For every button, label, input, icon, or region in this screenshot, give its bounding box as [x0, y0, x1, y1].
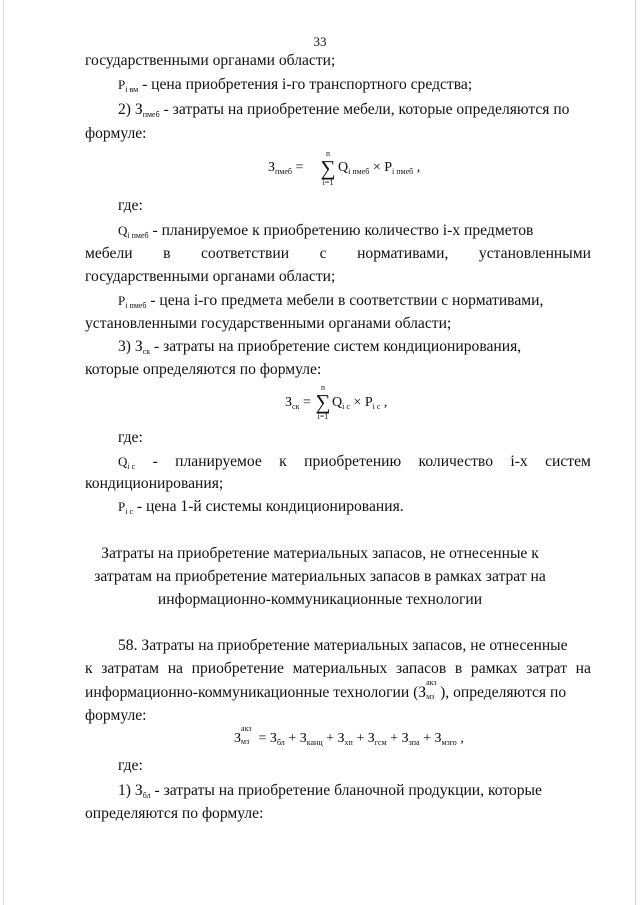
word: в: [163, 245, 171, 262]
formula-air-conditioning: $З_{ск}$ = n ∑ i=1 $Q_{i с} \times P_{i с}$ ,: [285, 383, 388, 421]
word: планируемое: [175, 453, 262, 470]
line-prefix: 3) З: [118, 338, 143, 355]
subscript: i с: [125, 507, 134, 516]
subscript: i пмеб: [125, 301, 147, 310]
justified-line: [85, 659, 591, 679]
formula-q-sub: i пмеб: [348, 167, 370, 176]
text-line: [118, 221, 533, 241]
word: на: [167, 660, 183, 677]
justified-line: [118, 452, 591, 472]
formula-term-sub: гсм: [374, 738, 387, 747]
subscript: i пмеб: [127, 231, 149, 240]
word: затрат: [526, 660, 568, 677]
line-text: информационно-коммуникационные технологии (З: [85, 684, 427, 701]
word: запасов: [395, 660, 447, 677]
line-text: - цена приобретения i-го транспортного средства;: [138, 76, 473, 93]
line-text: - цена 1-й системы кондиционирования.: [133, 498, 404, 515]
line-text: - затраты на приобретение бланочной продукции, которые: [150, 782, 542, 799]
formula-term-sub: мзго: [441, 738, 457, 747]
text-line: государственными органами области;: [85, 52, 336, 69]
section-heading-line: Затраты на приобретение материальных запасов, не отнесенные к: [101, 545, 539, 562]
line-text: - планируемое к приобретению количество i-х предметов: [148, 222, 534, 239]
word: на: [575, 660, 591, 677]
section-heading-line: информационно-коммуникационные технологии: [157, 591, 483, 608]
word: с: [319, 245, 327, 262]
symbol: Q: [118, 223, 128, 238]
symbol: P: [118, 77, 126, 92]
text-line: кондиционирования;: [85, 475, 224, 492]
superscript: акз: [426, 678, 437, 687]
text-line: [118, 75, 472, 95]
line-text: - цена i-го предмета мебели в соответствии с нормативами,: [146, 292, 544, 309]
word: приобретение: [191, 660, 284, 677]
formula-material-stocks: З акз мз = $З_{бл} + З_{канц} + З_{хп} + З_{гсм} + З_{зпа} + З_{мзго}$ ,: [234, 724, 464, 747]
formula-q: Q: [338, 160, 349, 175]
text-line: [118, 100, 569, 120]
text-line: формуле:: [85, 125, 147, 142]
text-line: установленными государственными органами области;: [85, 315, 452, 332]
line-prefix: 2) З: [118, 101, 143, 118]
formula-term: З: [434, 731, 442, 746]
text-line: где:: [118, 197, 143, 214]
line-text: ), определяются по: [440, 684, 567, 701]
formula-lhs: З: [268, 160, 276, 175]
symbol: P: [118, 499, 126, 514]
word: материальных: [292, 660, 388, 677]
subscript: i с: [127, 462, 136, 471]
sum-upper-limit: n: [326, 149, 330, 158]
text-line: где:: [118, 757, 143, 774]
formula-p: P: [364, 395, 373, 410]
formula-term: З: [367, 731, 375, 746]
formula-lhs: З: [234, 731, 242, 746]
text-line: определяются по формуле:: [85, 805, 264, 822]
word: рамках: [470, 660, 518, 677]
page-edge-left: [3, 0, 4, 905]
formula-term: З: [401, 731, 409, 746]
sum-lower-limit: i=1: [322, 178, 334, 187]
formula-furniture: $З_{пмеб}$ = n ∑ i=1 $Q_{i пмеб} \times P_{i пмеб}$ ,: [268, 149, 421, 187]
formula-q: Q: [332, 395, 343, 410]
subscript: пмеб: [142, 110, 160, 119]
subscript: ск: [142, 347, 151, 356]
word: количество: [418, 453, 493, 470]
text-line: где:: [118, 429, 143, 446]
sum-sign: n ∑ i=1: [320, 149, 336, 187]
text-line: [118, 497, 404, 517]
text-line: [85, 678, 567, 703]
formula-p-sub: i пмеб: [392, 167, 414, 176]
sum-upper-limit: n: [321, 383, 325, 392]
page-number: 33: [313, 34, 327, 49]
word: систем: [545, 453, 591, 470]
text-line: которые определяются по формуле:: [85, 361, 322, 378]
formula-p-sub: i с: [372, 402, 381, 411]
sum-lower-limit: i=1: [317, 412, 329, 421]
formula-term-sub: канц: [306, 738, 323, 747]
text-line: [118, 781, 542, 801]
line-prefix: 1) З: [118, 782, 143, 799]
word: мебели: [85, 245, 133, 262]
word: нормативами,: [357, 245, 449, 262]
formula-lhs-sub: ск: [292, 402, 300, 411]
word: -: [152, 453, 158, 470]
formula-p: P: [384, 160, 393, 175]
formula-term: З: [299, 731, 307, 746]
formula-q-sub: i с: [342, 402, 350, 411]
formula-term: З: [269, 731, 277, 746]
text-line: 58. Затраты на приобретение материальных запасов, не отнесенные: [118, 637, 568, 654]
word: к: [85, 660, 93, 677]
text-line: формуле:: [85, 707, 147, 724]
text-line: [118, 337, 521, 357]
word: соответствии: [200, 245, 290, 262]
word: установленными: [478, 245, 591, 262]
justified-line: [85, 244, 591, 264]
formula-lhs: З: [285, 395, 293, 410]
word: приобретению: [304, 453, 402, 470]
line-text: - затраты на приобретение мебели, которые определяются по: [159, 101, 570, 118]
word: к: [279, 453, 287, 470]
word: i-х: [510, 453, 528, 470]
text-line: государственными органами области;: [85, 268, 336, 285]
page-edge-right: [635, 0, 636, 905]
subscript: бл: [142, 791, 151, 800]
formula-term-sub: хп: [344, 738, 353, 747]
sum-sign: n ∑ i=1: [315, 383, 331, 421]
symbol: Q: [118, 454, 128, 469]
text-line: [118, 291, 543, 311]
symbol: P: [118, 293, 126, 308]
formula-lhs-sup: акз: [241, 724, 252, 733]
word: в: [454, 660, 463, 677]
formula-lhs-sub: мз: [241, 737, 250, 746]
section-heading-line: затратам на приобретение материальных запасов в рамках затрат на: [94, 568, 546, 585]
formula-lhs-sub: пмеб: [275, 167, 292, 176]
line-text: - затраты на приобретение систем кондиционирования,: [150, 338, 522, 355]
subscript: мз: [426, 692, 435, 701]
formula-term-sub: бл: [276, 738, 285, 747]
word: затратам: [101, 660, 160, 677]
subscript: i вм: [125, 85, 139, 94]
formula-term-sub: зпа: [408, 738, 420, 747]
formula-term: З: [337, 731, 345, 746]
